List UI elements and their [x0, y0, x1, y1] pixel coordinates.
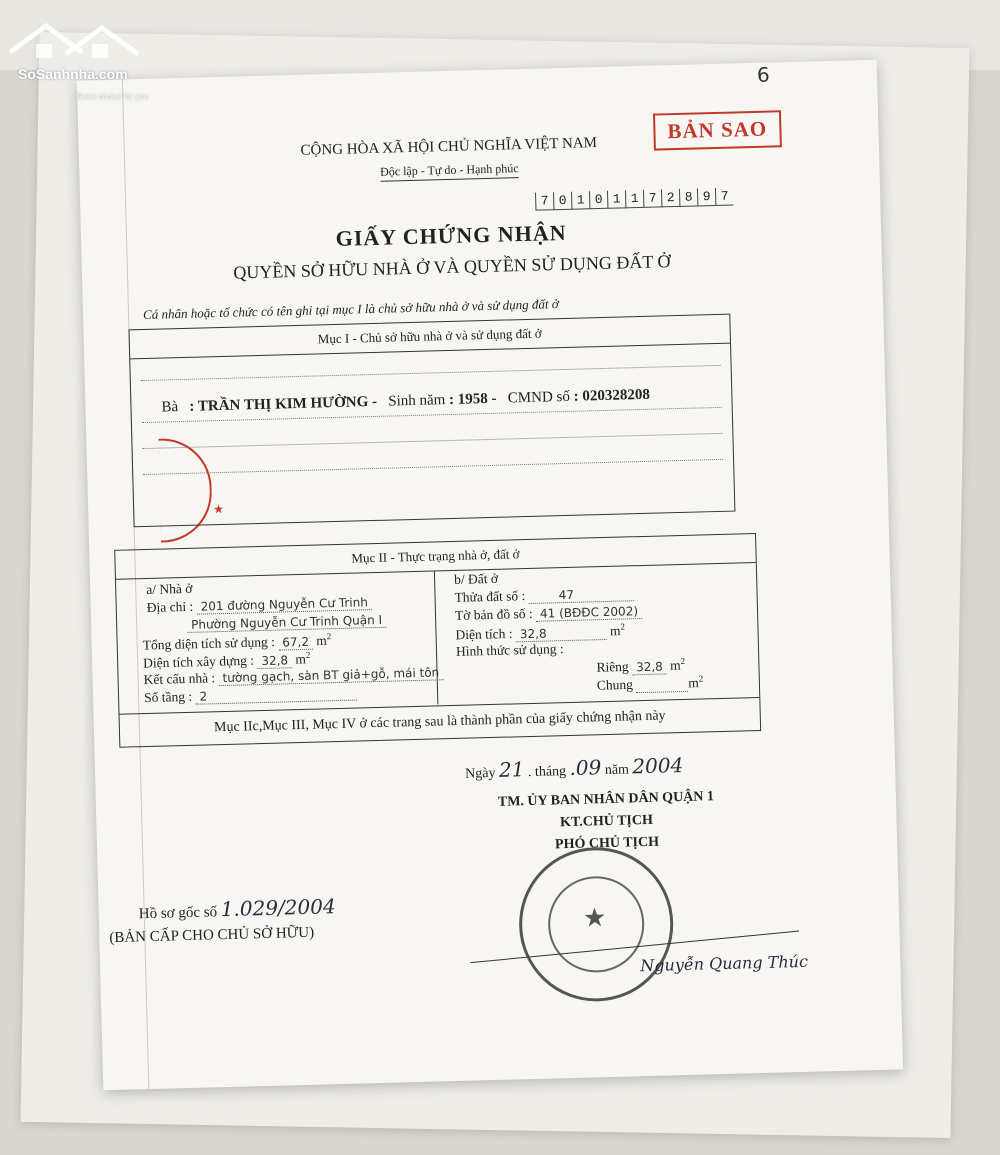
total-area-value: 67,2 — [278, 634, 313, 650]
land-heading: b/ Đất ở — [453, 570, 499, 587]
unit-sup: 2 — [305, 649, 311, 660]
birth-label: Sinh năm — [388, 392, 446, 410]
birth-year: : 1958 - — [448, 390, 497, 409]
map-value: 41 (BĐĐC 2002) — [536, 604, 642, 622]
owner-prefix: Bà — [161, 399, 179, 416]
unit-sup: 2 — [326, 631, 332, 642]
ownership-note: Cá nhân hoặc tổ chức có tên ghi tại mục I là chủ sở hữu nhà ở và sử dụng đất ở — [142, 296, 559, 322]
usage-row: Hình thức sử dụng : — [455, 641, 564, 659]
serial-digit: 0 — [589, 191, 607, 209]
year-value: 2004 — [632, 753, 684, 779]
id-value: : 020328208 — [573, 386, 651, 405]
map-label: Tờ bản đồ số : — [454, 605, 533, 623]
address-row-2 — [187, 612, 386, 633]
section-footer-note: Mục IIc,Mục III, Mục IV ở các trang sau là thành phần của giấy chứng nhận này — [120, 697, 761, 747]
unit-sup: 2 — [620, 621, 626, 632]
unit-sup: 2 — [698, 673, 704, 684]
floors-row — [144, 685, 357, 707]
month-label: . tháng — [527, 764, 567, 781]
section-owner-heading: Mục I - Chủ sở hữu nhà ở và sử dụng đất ở — [129, 315, 730, 360]
serial-digit: 1 — [571, 191, 589, 209]
private-label: Riêng — [596, 658, 629, 675]
area-unit: m — [316, 632, 328, 649]
signer-name: Nguyễn Quang Thúc — [640, 951, 809, 976]
land-area-row — [455, 621, 625, 643]
parcel-value: 47 — [528, 586, 634, 604]
area-unit: m — [669, 657, 681, 673]
floors-value: 2 — [195, 686, 357, 705]
serial-digit: 1 — [607, 190, 625, 208]
page-number-mark: 6 — [756, 62, 771, 87]
total-area-label: Tổng diện tích sử dụng : — [142, 634, 276, 653]
land-area-value: 32,8 — [516, 624, 607, 641]
serial-digit: 9 — [697, 188, 715, 206]
private-row — [596, 656, 685, 676]
serial-digit: 1 — [625, 190, 643, 208]
dossier-value: 1.029/2004 — [220, 894, 336, 922]
shared-value — [636, 676, 688, 692]
parcel-row — [454, 585, 634, 606]
seal-inner-ring — [547, 875, 645, 973]
watermark-logo — [6, 14, 156, 101]
address-label: Địa chỉ : — [146, 598, 194, 615]
shared-row — [597, 673, 704, 693]
watermark-name: SoSanhnha.com — [18, 66, 128, 82]
copy-stamp: BẢN SAO — [653, 110, 782, 150]
structure-label: Kết cấu nhà : — [143, 670, 216, 688]
certificate-page — [77, 60, 903, 1091]
owner-line — [161, 387, 650, 417]
certificate-title: GIẤY CHỨNG NHẬN — [335, 219, 567, 251]
owner-name: : TRẦN THỊ KIM HƯỜNG - — [189, 393, 378, 415]
address-line1: 201 đường Nguyễn Cư Trinh — [196, 595, 372, 615]
serial-digit: 2 — [661, 189, 679, 207]
dossier-number — [138, 894, 336, 923]
motto: Độc lập - Tự do - Hạnh phúc — [219, 157, 679, 184]
parcel-label: Thửa đất số : — [454, 588, 526, 605]
certificate-subtitle: QUYỀN SỞ HỮU NHÀ Ở VÀ QUYỀN SỬ DỤNG ĐẤT Ở — [233, 251, 671, 283]
seal-star-icon: ★ — [582, 903, 607, 933]
serial-digit: 7 — [643, 189, 661, 207]
dotted-line — [143, 459, 723, 475]
structure-value: tường gạch, sàn BT giả+gỗ, mái tôn — [218, 665, 443, 686]
day-label: Ngày — [465, 765, 496, 782]
built-area-value: 32,8 — [257, 653, 292, 669]
land-area-label: Diện tích : — [455, 625, 513, 643]
watermark-tagline: Great choice for you — [76, 92, 149, 101]
section-property — [114, 533, 761, 748]
serial-digit: 7 — [535, 192, 553, 210]
day-value: 21 — [498, 757, 525, 782]
dotted-line — [143, 433, 723, 449]
copy-for-owner: (BẢN CẤP CHO CHỦ SỞ HỮU) — [109, 924, 315, 947]
dotted-line — [141, 365, 721, 381]
shared-label: Chung — [596, 676, 634, 693]
floors-label: Số tầng : — [143, 688, 193, 706]
area-unit: m — [688, 675, 699, 691]
authority-line1: TM. ỦY BAN NHÂN DÂN QUẬN 1 — [497, 789, 715, 810]
serial-digit: 7 — [715, 188, 733, 206]
section-owner — [128, 314, 735, 528]
id-label: CMND số — [507, 388, 571, 407]
authority-line3: PHÓ CHỦ TỊCH — [554, 834, 660, 853]
section-property-heading: Mục II - Thực trạng nhà ở, đất ở — [115, 534, 756, 580]
house-roof-icon — [6, 14, 156, 74]
private-value: 32,8 — [632, 659, 667, 675]
column-divider — [434, 570, 439, 704]
unit-sup: 2 — [680, 655, 686, 667]
serial-digit: 0 — [553, 192, 571, 210]
dossier-label: Hồ sơ gốc số — [138, 904, 218, 923]
house-heading: a/ Nhà ở — [146, 580, 193, 598]
address-line2: Phường Nguyễn Cư Trinh Quận I — [187, 613, 386, 633]
month-value: .09 — [569, 755, 602, 780]
built-area-label: Diện tích xây dựng : — [142, 652, 255, 671]
serial-digit: 8 — [679, 188, 697, 206]
authority-line2: KT.CHỦ TỊCH — [559, 812, 654, 831]
year-label: năm — [604, 762, 630, 779]
area-unit: m — [609, 623, 621, 639]
area-unit: m — [295, 651, 307, 667]
country-header: CỘNG HÒA XÃ HỘI CHỦ NGHĨA VIỆT NAM — [300, 135, 598, 159]
red-seal-star-icon: ★ — [213, 501, 225, 517]
